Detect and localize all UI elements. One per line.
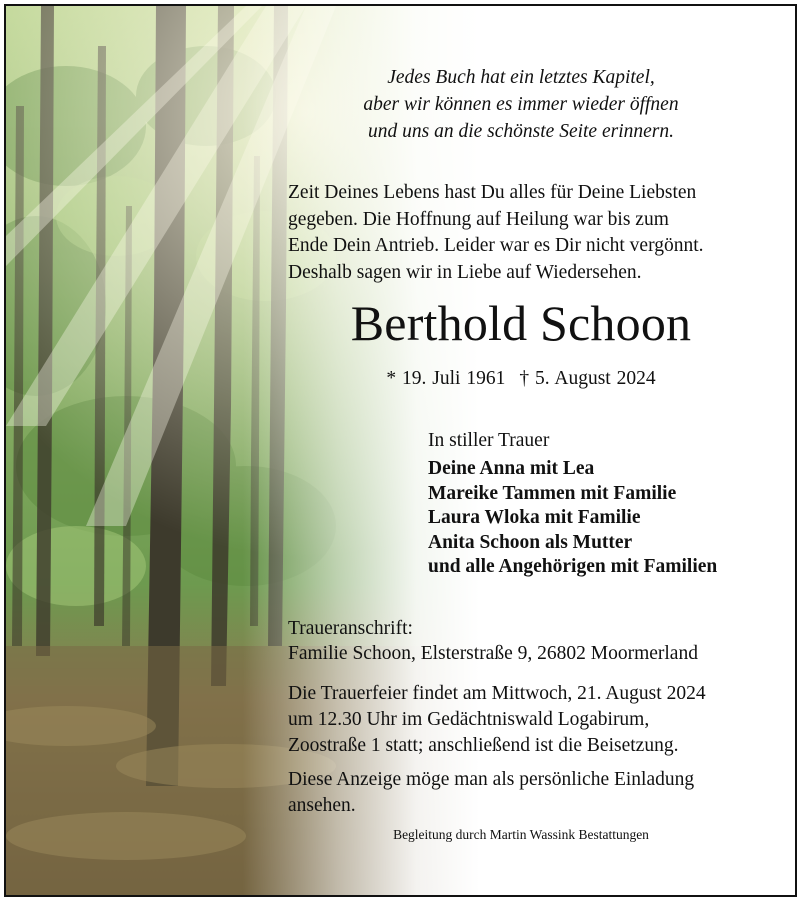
ceremony-info [288,681,788,759]
death-date: † 5. August 2024 [519,368,656,389]
obituary-notice [4,4,797,897]
memorial-text [288,180,788,286]
memorial-text-line: Deshalb sagen wir in Liebe auf Wiedersehen. [288,261,642,283]
invitation-note [288,767,788,819]
mourners-list [428,457,717,580]
memorial-text-line: Ende Dein Antrieb. Leider war es Dir nicht vergönnt. [288,235,704,256]
mourner-name: Deine Anna mit Lea [428,458,595,479]
ceremony-line: Die Trauerfeier findet am Mittwoch, 21. August 2024 [288,683,706,704]
ceremony-line: Zoostraße 1 statt; anschließend ist die Beisetzung. [288,735,679,756]
opening-quote [306,64,736,145]
quote-line: und uns an die schönste Seite erinnern. [368,121,674,142]
mourner-name: Mareike Tammen mit Familie [428,482,677,504]
mourning-address-label: Traueranschrift: [288,618,413,639]
life-dates [276,366,766,392]
mourner-name: Anita Schoon als Mutter [428,531,633,553]
deceased-name: Berthold Schoon [350,295,692,351]
quote-line: Jedes Buch hat ein letztes Kapitel, [387,67,655,88]
memorial-text-line: gegeben. Die Hoffnung auf Heilung war bis zum [288,208,669,230]
ceremony-line: um 12.30 Uhr im Gedächtniswald Logabirum, [288,709,650,730]
mourning-address: Familie Schoon, Elsterstraße 9, 26802 Moormerland [288,643,698,664]
mourner-name: und alle Angehörigen mit Familien [428,556,718,577]
invitation-line: ansehen. [288,795,356,816]
mourner-name: Laura Wloka mit Familie [428,507,641,528]
quote-line: aber wir können es immer wieder öffnen [363,94,679,115]
mourning-intro: In stiller Trauer [428,430,550,451]
memorial-text-line: Zeit Deines Lebens hast Du alles für Deine Liebsten [288,182,697,203]
undertaker-credit: Begleitung durch Martin Wassink Bestattungen [393,827,649,842]
birth-date: * 19. Juli 1961 [386,368,506,389]
invitation-line: Diese Anzeige möge man als persönliche Einladung [288,769,695,790]
